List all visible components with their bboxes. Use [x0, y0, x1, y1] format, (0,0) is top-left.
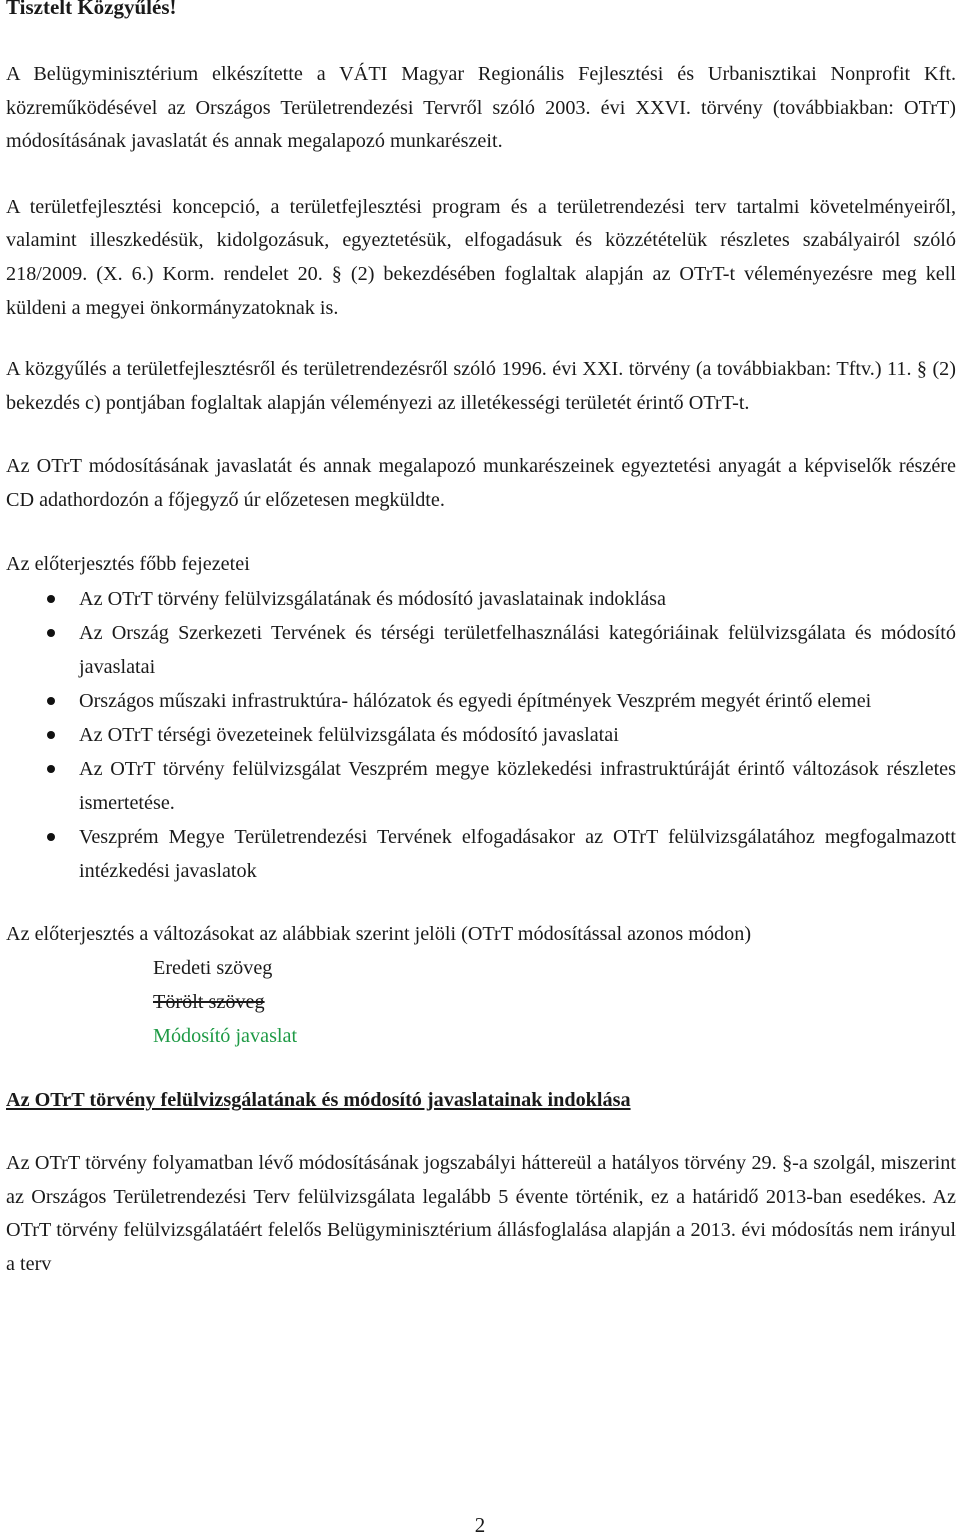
- legend-modified-text: Módosító javaslat: [153, 1025, 298, 1048]
- chapter-item: [6, 616, 956, 684]
- chapters-list: [6, 582, 956, 888]
- legend-deleted-text: Törölt szöveg: [153, 991, 265, 1014]
- chapter-item: [6, 752, 956, 820]
- chapter-text: Az OTrT térségi övezeteinek felülvizsgálata és módosító javaslatai: [79, 723, 619, 746]
- intro-paragraph: A Belügyminisztérium elkészítette a VÁTI Magyar Regionális Fejlesztési és Urbanisztikai Nonprofit Kft. közreműködésével az Országos Területrendezési Tervről szóló 2003. évi XXVI. törvény (továbbiakban: OTrT) módosításának javaslatát és annak megalapozó munkarészeit.: [6, 63, 956, 153]
- section-paragraph: Az OTrT törvény folyamatban lévő módosításának jogszabályi háttereül a hatályos törvény 29. §-a szolgál, miszerint az Országos Területrendezési Terv felülvizsgálata legalább 5 évente történik, ez a határidő 2013-ban esedékes. Az OTrT törvény felülvizsgálatáért felelős Belügyminisztérium állásfoglalása alapján a 2013. évi módosítás nem irányul a terv: [6, 1152, 956, 1275]
- legend-original-text: Eredeti szöveg: [153, 957, 273, 980]
- chapter-item: [6, 684, 956, 718]
- bullet-icon: [47, 731, 55, 739]
- chapter-text: Az OTrT törvény felülvizsgálat Veszprém megye közlekedési infrastruktúráját érintő változások részletes ismertetése.: [79, 757, 956, 814]
- chapter-item: [6, 718, 956, 752]
- bullet-icon: [47, 697, 55, 705]
- bullet-icon: [47, 833, 55, 841]
- chapter-text: Veszprém Megye Területrendezési Tervének elfogadásakor az OTrT felülvizsgálatához megfogalmazott intézkedési javaslatok: [79, 825, 956, 882]
- bullet-icon: [47, 595, 55, 603]
- legend-intro: Az előterjesztés a változásokat az alábbiak szerint jelöli (OTrT módosítással azonos módon): [6, 922, 752, 945]
- legend-deleted: [6, 985, 956, 1019]
- chapter-text: Az Ország Szerkezeti Tervének és térségi területfelhasználási kategóriáinak felülvizsgálata és módosító javaslatai: [79, 621, 956, 678]
- bullet-icon: [47, 629, 55, 637]
- document-page: [6, 0, 956, 1282]
- legend-original: [6, 951, 956, 985]
- cd-paragraph: Az OTrT módosításának javaslatát és annak megalapozó munkarészeinek egyeztetési anyagát a képviselők részére CD adathordozón a főjegyző úr előzetesen megküldte.: [6, 455, 956, 511]
- chapter-item: [6, 582, 956, 616]
- assembly-paragraph: A közgyűlés a területfejlesztésről és területrendezésről szóló 1996. évi XXI. törvény (a továbbiakban: Tftv.) 11. § (2) bekezdés c) pontjában foglaltak alapján véleményezi az illetékességi területét érintő OTrT-t.: [6, 358, 956, 414]
- legend-modified: [6, 1019, 956, 1053]
- chapter-text: Országos műszaki infrastruktúra- hálózatok és egyedi építmények Veszprém megyét érintő elemei: [79, 689, 872, 712]
- regulation-paragraph: A területfejlesztési koncepció, a területfejlesztési program és a területrendezési terv tartalmi követelményeiről, valamint illeszkedésük, kidolgozásuk, egyeztetésük, elfogadásuk és közzétételük részletes szabályairól szóló 218/2009. (X. 6.) Korm. rendelet 20. § (2) bekezdésében foglaltak alapján az OTrT-t véleményezésre meg kell küldeni a megyei önkormányzatoknak is.: [6, 195, 956, 319]
- chapter-item: [6, 820, 956, 888]
- chapter-text: Az OTrT törvény felülvizsgálatának és módosító javaslatainak indoklása: [79, 587, 666, 610]
- chapters-intro: Az előterjesztés főbb fejezetei: [6, 552, 250, 575]
- page-number: 2: [474, 1513, 486, 1537]
- bullet-icon: [47, 765, 55, 773]
- salutation: Tisztelt Közgyűlés!: [6, 0, 177, 19]
- section-heading: Az OTrT törvény felülvizsgálatának és módosító javaslatainak indoklása: [6, 1089, 631, 1112]
